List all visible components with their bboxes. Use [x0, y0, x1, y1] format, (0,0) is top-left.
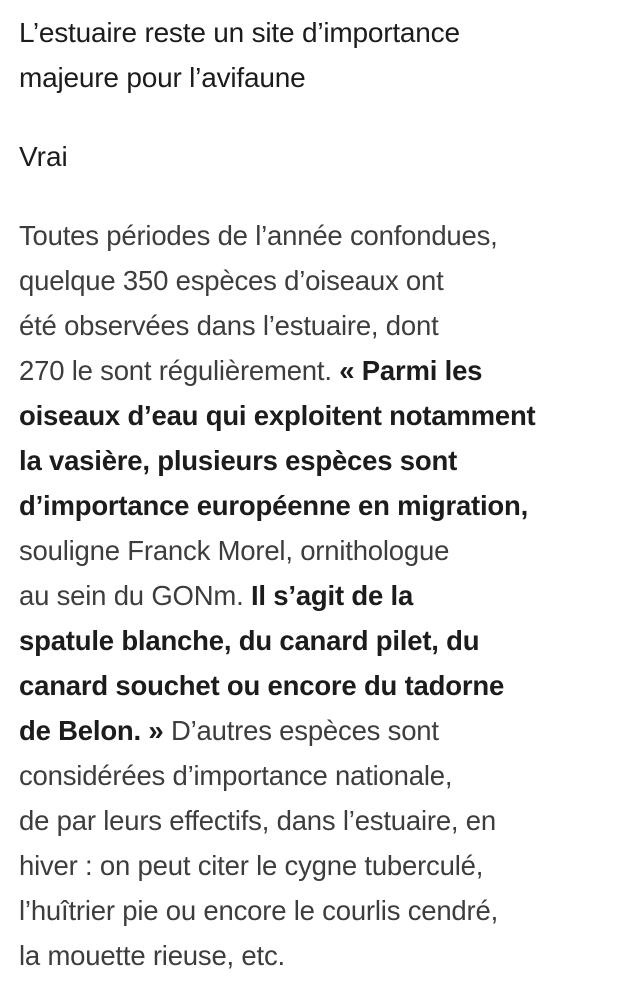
body-line — [19, 438, 619, 483]
title-line: L’estuaire reste un site d’importance — [19, 17, 460, 48]
body-text-segment: l’huîtrier pie ou encore le courlis cendré, — [19, 895, 499, 926]
body-text-segment: été observées dans l’estuaire, dont — [19, 310, 439, 341]
body-line — [19, 573, 619, 618]
quote-text: canard souchet ou encore du tadorne — [19, 670, 505, 701]
article-body — [19, 213, 619, 978]
verdict-label: Vrai — [19, 141, 68, 172]
body-text-segment: quelque 350 espèces d’oiseaux ont — [19, 265, 444, 296]
body-text-segment: 270 le sont régulièrement. — [19, 355, 340, 386]
body-line — [19, 618, 619, 663]
body-text-segment: Toutes périodes de l’année confondues, — [19, 220, 498, 251]
body-text-segment: au sein du GONm. — [19, 580, 251, 611]
body-line — [19, 933, 619, 978]
body-line — [19, 708, 619, 753]
body-text-segment: la mouette rieuse, etc. — [19, 940, 285, 971]
body-text-segment: de par leurs effectifs, dans l’estuaire, en — [19, 805, 497, 836]
title-line: majeure pour l’avifaune — [19, 62, 306, 93]
quote-text: de Belon. » — [19, 715, 164, 746]
body-text-segment: hiver : on peut citer le cygne tuberculé, — [19, 850, 484, 881]
article-title — [19, 0, 619, 100]
article — [19, 0, 619, 978]
body-text-segment: souligne Franck Morel, ornithologue — [19, 535, 450, 566]
body-line — [19, 213, 619, 258]
body-line — [19, 303, 619, 348]
quote-text: « Parmi les — [339, 355, 483, 386]
quote-text: d’importance européenne en migration, — [19, 490, 529, 521]
quote-text: Il s’agit de la — [250, 580, 414, 611]
body-line — [19, 258, 619, 303]
body-line — [19, 753, 619, 798]
body-line — [19, 528, 619, 573]
quote-text: la vasière, plusieurs espèces sont — [19, 445, 458, 476]
quote-text: spatule blanche, du canard pilet, du — [19, 625, 480, 656]
body-line — [19, 483, 619, 528]
body-line — [19, 843, 619, 888]
body-line — [19, 888, 619, 933]
body-text-segment: considérées d’importance nationale, — [19, 760, 453, 791]
body-line — [19, 348, 619, 393]
body-line — [19, 393, 619, 438]
quote-text: oiseaux d’eau qui exploitent notamment — [19, 400, 536, 431]
body-text-segment: D’autres espèces sont — [163, 715, 439, 746]
body-line — [19, 798, 619, 843]
body-line — [19, 663, 619, 708]
